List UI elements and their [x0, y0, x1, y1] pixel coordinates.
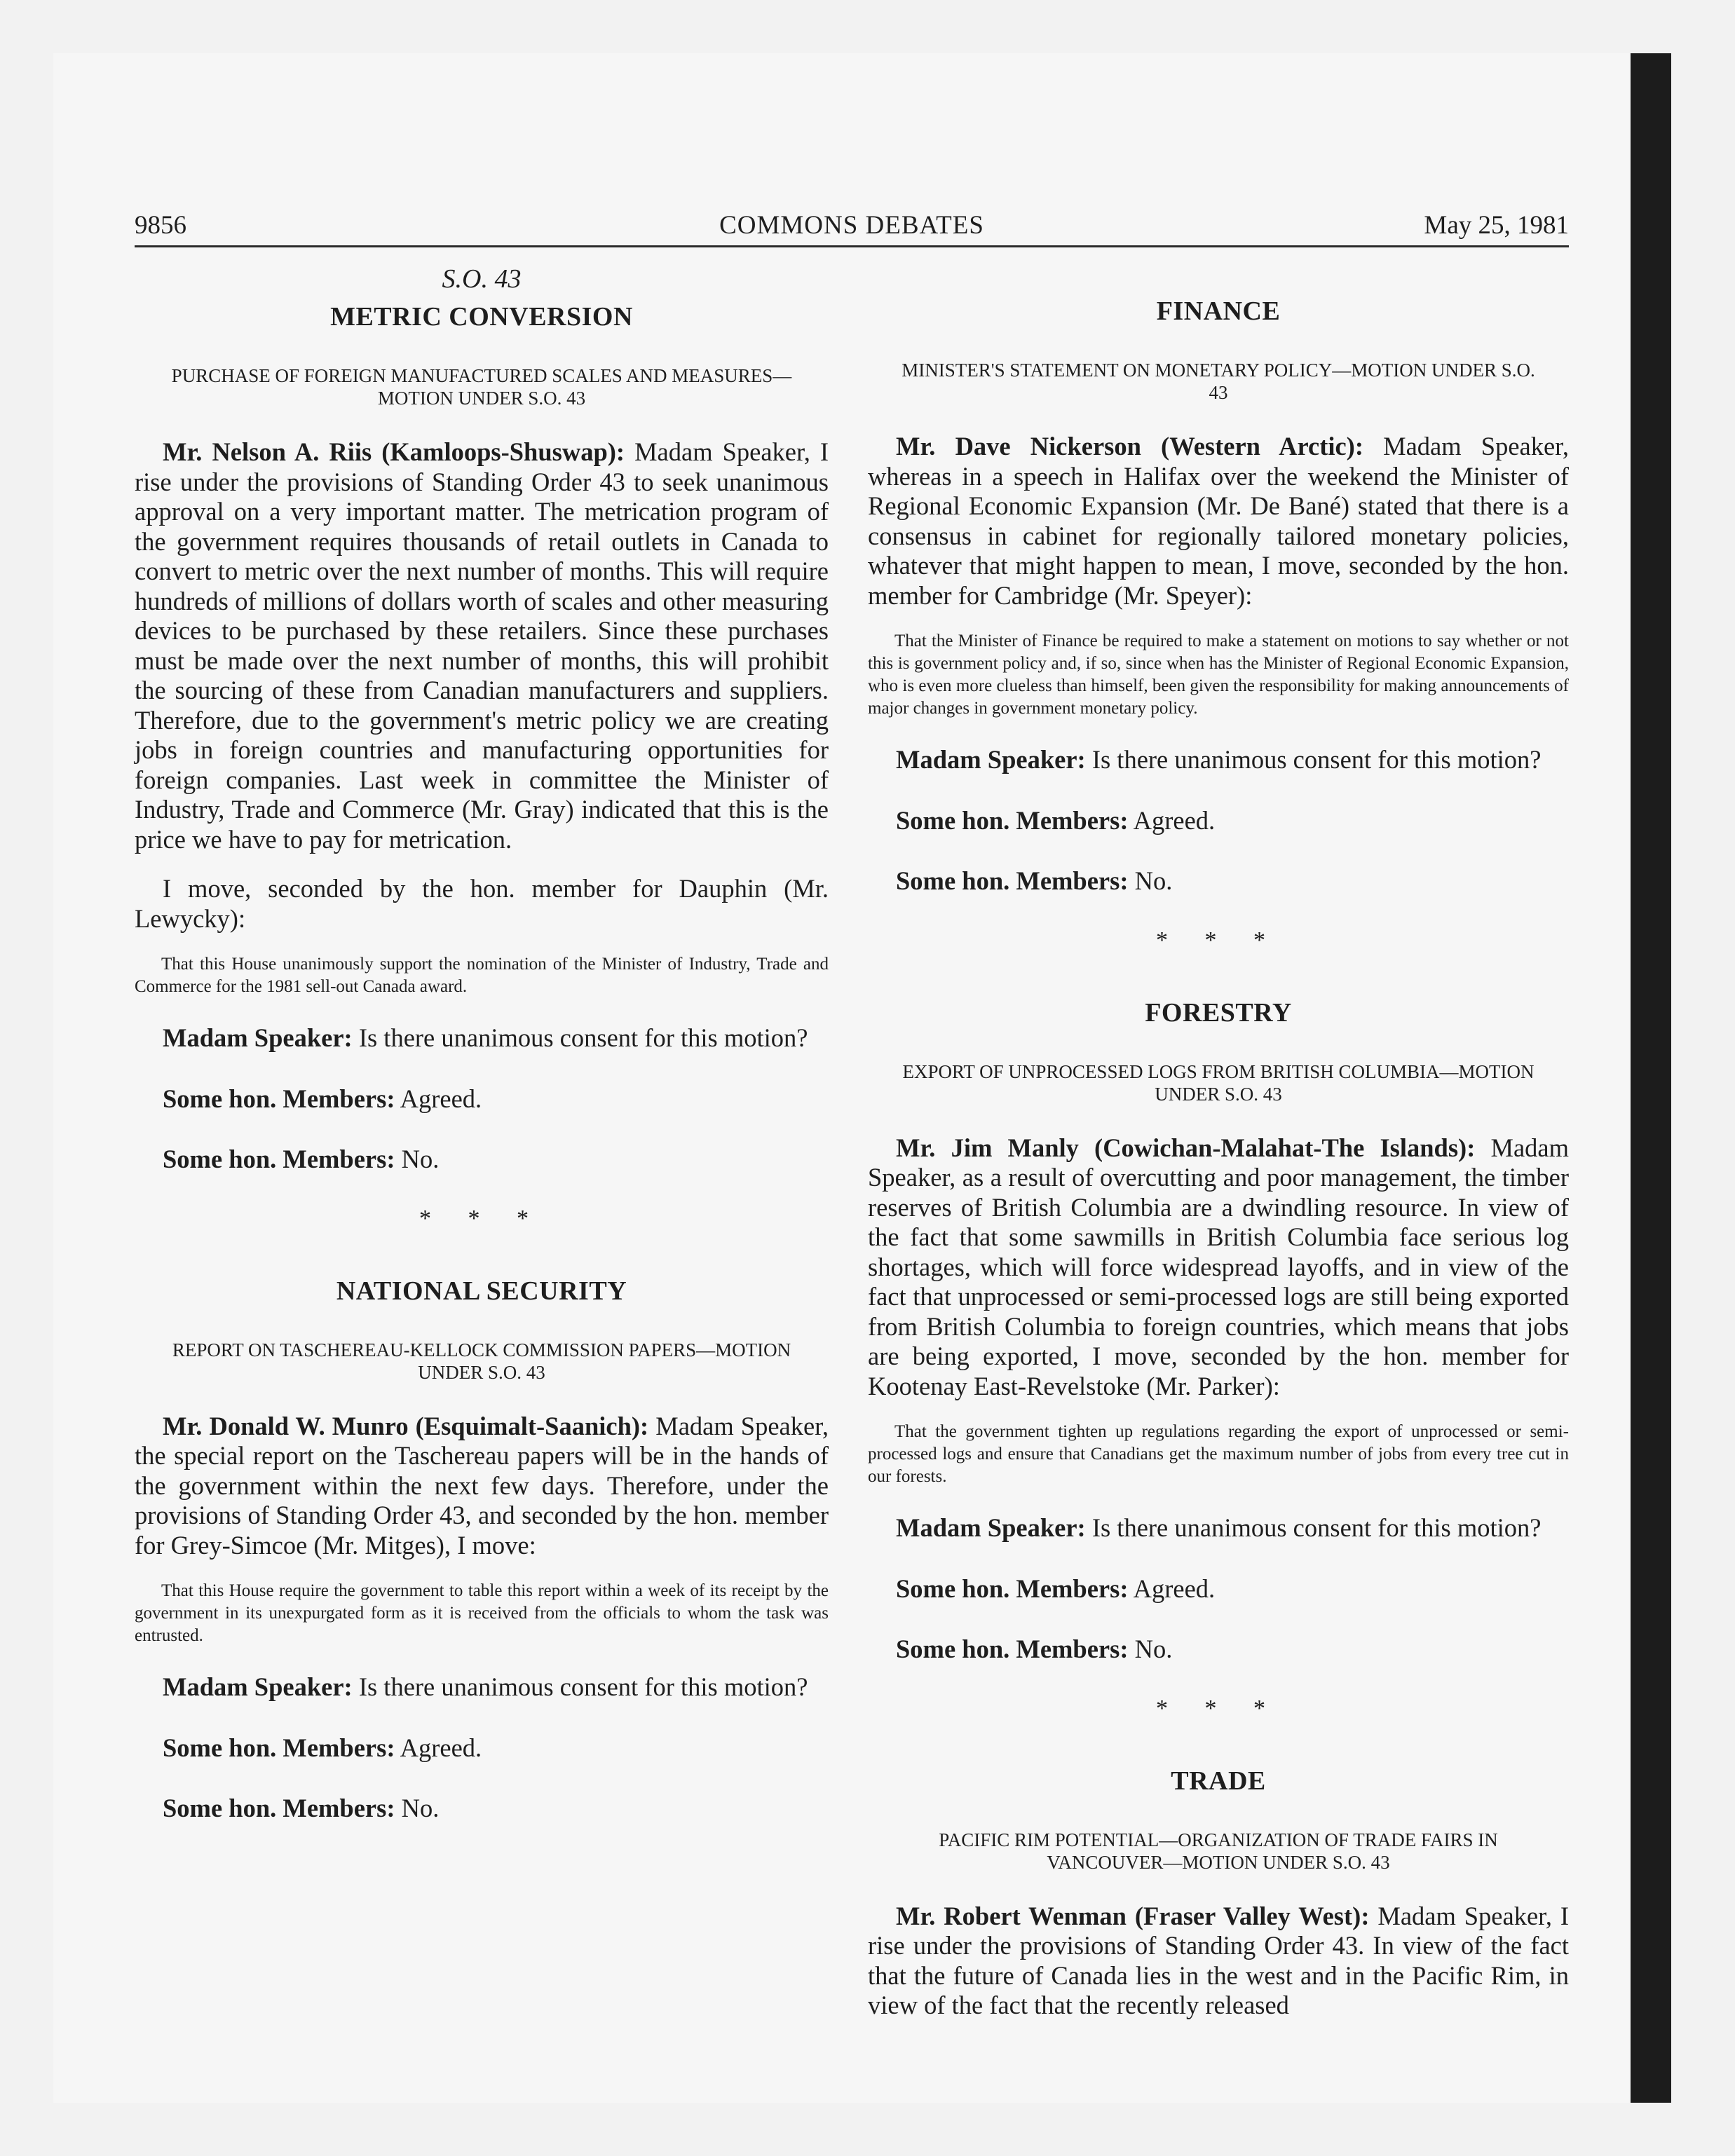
- section-subtitle: REPORT ON TASCHEREAU-KELLOCK COMMISSION PAPERS—MOTION UNDER S.O. 43: [172, 1339, 791, 1383]
- speaker-name: Mr. Dave Nickerson (Western Arctic):: [896, 432, 1363, 460]
- speech-text: Madam Speaker, whereas in a speech in Halifax over the weekend the Minister of Regional Economic Expansion (Mr. De Bané) stated that there is a consensus in cabinet for regionally tailored monetary policies, whatever that might happen to mean, I move, seconded by the hon. member for Cambridge (Mr. Speyer):: [868, 432, 1569, 610]
- speech-text: Madam Speaker, as a result of overcutting and poor management, the timber reserves of British Columbia are a dwindling resource. In view of the fact that some sawmills in British Columbia face serious log shortages, which will force widespread layoffs, and in view of the fact that unprocessed or semi-processed logs are still being exported from British Columbia to foreign countries, which means that jobs are being exported, I move, seconded by the hon. member for Kootenay East-Revelstoke (Mr. Parker):: [868, 1133, 1569, 1400]
- exchange-text: Is there unanimous consent for this motion?: [358, 1672, 808, 1701]
- section-finance: [868, 296, 1569, 896]
- exchange-answer: [135, 1733, 829, 1763]
- exchange-text: Agreed.: [1133, 1574, 1216, 1603]
- exchange-question: [135, 1023, 829, 1053]
- section-subtitle: PACIFIC RIM POTENTIAL—ORGANIZATION OF TRADE FAIRS IN VANCOUVER—MOTION UNDER S.O. 43: [939, 1829, 1498, 1873]
- motion-text: That the Minister of Finance be required to make a statement on motions to say whether or not this is government policy and, if so, since when has the Minister of Regional Economic Expansion, who is even more clueless than himself, been given the responsibility for making announcements of major changes in government monetary policy.: [868, 632, 1569, 718]
- section-title: METRIC CONVERSION: [330, 302, 633, 332]
- page-edge-shadow: [1631, 53, 1671, 2103]
- exchange-text: Is there unanimous consent for this motion?: [1091, 1513, 1542, 1542]
- speaker-name: Madam Speaker:: [163, 1023, 353, 1052]
- exchange-question: [868, 745, 1569, 775]
- section-subtitle: PURCHASE OF FOREIGN MANUFACTURED SCALES AND MEASURES—MOTION UNDER S.O. 43: [171, 365, 792, 409]
- speech-paragraph: [135, 1412, 829, 1561]
- exchange-text: No.: [401, 1794, 440, 1822]
- exchange-answer: [868, 1635, 1569, 1665]
- speech-paragraph: [868, 432, 1569, 610]
- exchange-text: Agreed.: [400, 1733, 482, 1762]
- speaker-name: Mr. Robert Wenman (Fraser Valley West):: [896, 1901, 1370, 1930]
- speech-text: Madam Speaker, I rise under the provisions of Standing Order 43. In view of the fact that the future of Canada lies in the west and in the Pacific Rim, in view of the fact that the recently released: [868, 1901, 1569, 2019]
- section-title: FINANCE: [1156, 296, 1281, 326]
- standing-order-heading: S.O. 43: [442, 264, 522, 294]
- speaker-name: Some hon. Members:: [896, 866, 1129, 895]
- section-forestry: [868, 997, 1569, 1665]
- exchange-answer: [135, 1145, 829, 1175]
- speaker-name: Madam Speaker:: [896, 745, 1086, 774]
- motion-text: That the government tighten up regulations regarding the export of unprocessed or semi-processed logs and ensure that Canadians get the maximum number of jobs from every tree cut in our forests.: [868, 1422, 1569, 1486]
- section-subtitle: EXPORT OF UNPROCESSED LOGS FROM BRITISH COLUMBIA—MOTION UNDER S.O. 43: [902, 1060, 1535, 1105]
- move-paragraph: I move, seconded by the hon. member for Dauphin (Mr. Lewycky):: [135, 874, 829, 933]
- running-header: [135, 210, 1569, 247]
- speech-text: Madam Speaker, the special report on the Taschereau papers will be in the hands of the government within the next few days. Therefore, under the provisions of Standing Order 43, and seconded by the hon. member for Grey-Simcoe (Mr. Mitges), I move:: [135, 1411, 829, 1560]
- speaker-name: Some hon. Members:: [896, 1635, 1129, 1663]
- exchange-text: No.: [1134, 866, 1173, 895]
- section-metric-conversion: [135, 301, 829, 1175]
- speaker-name: Some hon. Members:: [163, 1733, 395, 1762]
- exchange-question: [868, 1513, 1569, 1543]
- speaker-name: Madam Speaker:: [896, 1513, 1086, 1542]
- speaker-name: Some hon. Members:: [163, 1084, 395, 1113]
- section-title: FORESTRY: [1145, 997, 1292, 1028]
- exchange-answer: [868, 806, 1569, 836]
- section-separator: * * *: [419, 1205, 544, 1231]
- exchange-answer: [868, 866, 1569, 896]
- exchange-answer: [868, 1574, 1569, 1604]
- speech-paragraph: [135, 437, 829, 854]
- speaker-name: Some hon. Members:: [896, 1574, 1129, 1603]
- speaker-name: Mr. Nelson A. Riis (Kamloops-Shuswap):: [163, 437, 625, 466]
- motion-text: That this House unanimously support the nomination of the Minister of Industry, Trade and Commerce for the 1981 sell-out Canada award.: [135, 955, 829, 996]
- section-national-security: [135, 1276, 829, 1824]
- section-title: TRADE: [1171, 1766, 1266, 1796]
- exchange-text: Is there unanimous consent for this motion?: [358, 1023, 808, 1052]
- speech-paragraph: [868, 1133, 1569, 1402]
- page-number: 9856: [135, 211, 186, 240]
- exchange-text: Agreed.: [400, 1084, 482, 1113]
- speech-text: Madam Speaker, I rise under the provisions of Standing Order 43 to seek unanimous approval on a very important matter. The metrication program of the government requires thousands of retail outlets in Canada to convert to metric over the next number of months. This will require hundreds of millions of dollars worth of scales and other measuring devices to be purchased by these retailers. Since these purchases must be made over the next number of months, this will prohibit the sourcing of these from Canadian manufacturers and suppliers. Therefore, due to the government's metric policy we are creating jobs in foreign countries and manufacturing opportunities for foreign companies. Last week in committee the Minister of Industry, Trade and Commerce (Mr. Gray) indicated that this is the price we have to pay for metrication.: [135, 437, 829, 854]
- section-trade: [868, 1766, 1569, 2021]
- section-title: NATIONAL SECURITY: [336, 1276, 627, 1306]
- exchange-text: No.: [401, 1145, 440, 1173]
- exchange-answer: [135, 1794, 829, 1824]
- exchange-text: Is there unanimous consent for this motion?: [1091, 745, 1542, 774]
- section-separator: * * *: [1156, 1695, 1281, 1721]
- column-spacer: [868, 264, 1569, 296]
- speaker-name: Some hon. Members:: [896, 805, 1129, 835]
- speaker-name: Mr. Donald W. Munro (Esquimalt-Saanich):: [163, 1411, 649, 1440]
- exchange-text: Agreed.: [1133, 805, 1216, 835]
- exchange-question: [135, 1672, 829, 1703]
- speaker-name: Mr. Jim Manly (Cowichan-Malahat-The Islands):: [896, 1133, 1476, 1162]
- speaker-name: Madam Speaker:: [163, 1672, 353, 1701]
- speaker-name: Some hon. Members:: [163, 1794, 395, 1822]
- motion-text: That this House require the government to table this report within a week of its receipt by the government in its unexpurgated form as it is received from the officials to whom the task was entrusted.: [135, 1581, 829, 1645]
- publication-date: May 25, 1981: [1424, 211, 1569, 240]
- section-separator: * * *: [1156, 927, 1281, 953]
- exchange-answer: [135, 1084, 829, 1114]
- speaker-name: Some hon. Members:: [163, 1145, 395, 1173]
- section-subtitle: MINISTER'S STATEMENT ON MONETARY POLICY—MOTION UNDER S.O. 43: [901, 360, 1535, 403]
- exchange-text: No.: [1134, 1635, 1173, 1663]
- speech-paragraph: [868, 1902, 1569, 2021]
- left-column: [135, 264, 829, 1855]
- publication-title: COMMONS DEBATES: [719, 211, 984, 240]
- right-column: [868, 264, 1569, 2040]
